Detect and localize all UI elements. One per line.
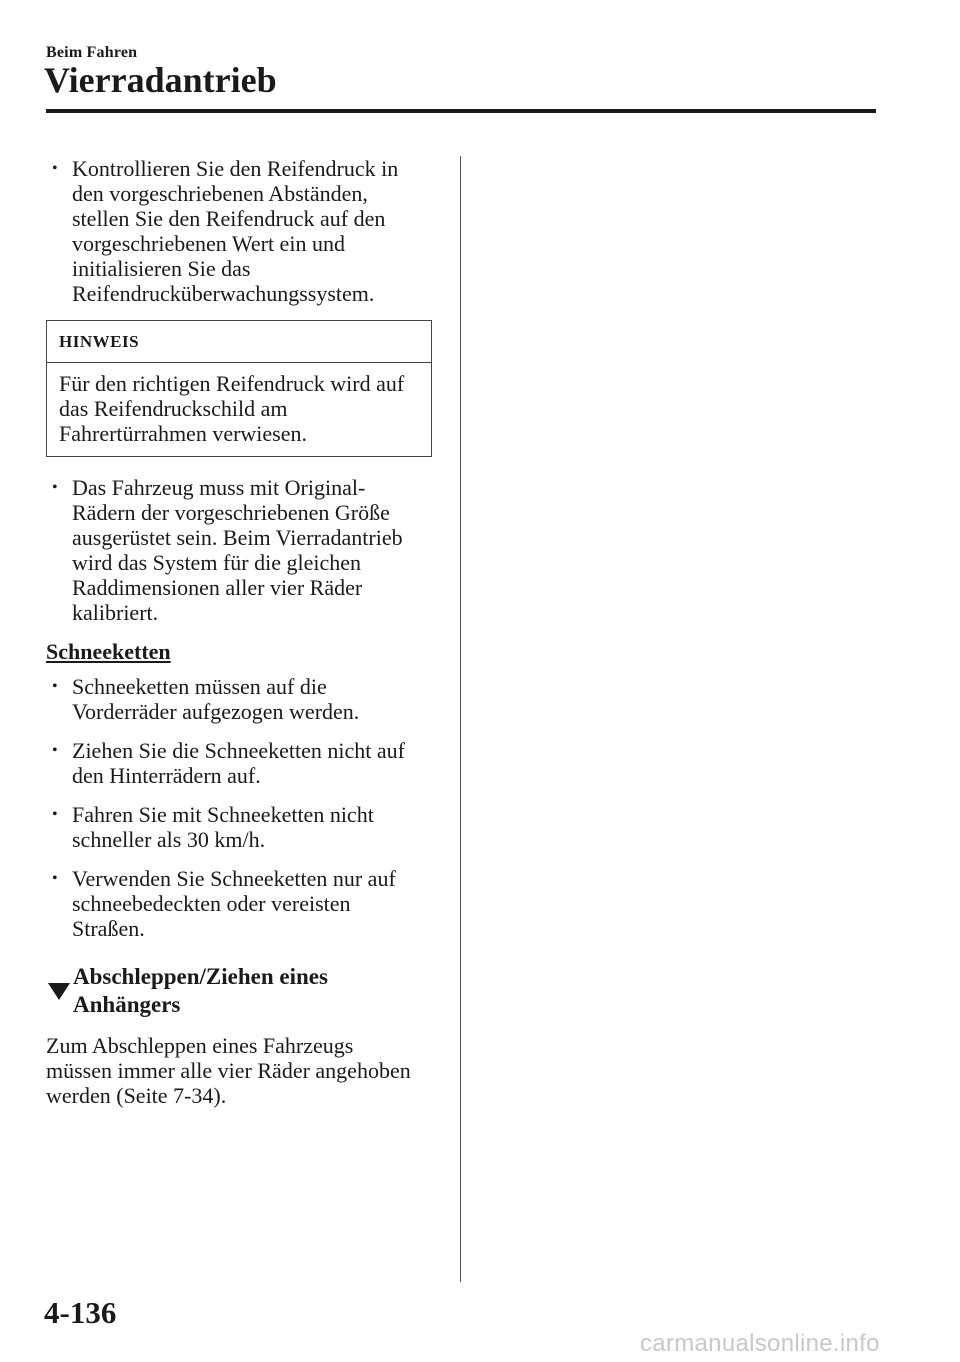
triangle-down-icon (48, 983, 70, 1000)
bullet-item (46, 475, 436, 625)
bullet-icon: • (52, 678, 58, 695)
bullet-icon: • (52, 870, 58, 887)
section-label: Beim Fahren (46, 44, 138, 61)
bullet-item (46, 866, 436, 941)
bullet-text: Kontrollieren Sie den Reifendruck in den vorgeschriebenen Abständen, stellen Sie den Reifendruck auf den vorgeschriebenen Wert ein und initialisieren Sie das Reifendrucküberwachungssystem. (72, 156, 399, 306)
page-number: 4-136 (44, 1295, 117, 1330)
bullet-text: Das Fahrzeug muss mit Original- Rädern der vorgeschriebenen Größe ausgerüstet sein. Beim Vierradantrieb wird das System für die gleichen Raddimensionen aller vier Räder kalibriert. (72, 475, 403, 625)
bullet-icon: • (52, 479, 58, 496)
towing-heading: Abschleppen/Ziehen eines Anhängers (73, 964, 328, 1017)
column-divider (460, 156, 461, 1282)
bullet-item (46, 674, 436, 724)
bullet-icon: • (52, 806, 58, 823)
bullet-item (46, 738, 436, 788)
note-box (46, 320, 432, 457)
watermark: carmanualsonline.info (640, 1330, 880, 1357)
bullet-text: Fahren Sie mit Schneeketten nicht schneller als 30 km/h. (72, 802, 374, 852)
note-heading: HINWEIS (47, 321, 431, 363)
towing-heading-row (46, 963, 436, 1019)
chapter-title: Vierradantrieb (44, 60, 277, 100)
bullet-item (46, 802, 436, 852)
snow-chains-heading: Schneeketten (46, 639, 171, 664)
bullet-item (46, 156, 436, 306)
bullet-text: Schneeketten müssen auf die Vorderräder aufgezogen werden. (72, 674, 360, 724)
header-rule (46, 109, 876, 113)
towing-paragraph: Zum Abschleppen eines Fahrzeugs müssen immer alle vier Räder angehoben werden (Seite 7-34). (46, 1033, 411, 1108)
bullet-icon: • (52, 742, 58, 759)
note-body: Für den richtigen Reifendruck wird auf das Reifendruckschild am Fahrertürrahmen verwiesen. (59, 371, 405, 446)
bullet-icon: • (52, 160, 58, 177)
bullet-text: Verwenden Sie Schneeketten nur auf schneebedeckten oder vereisten Straßen. (72, 866, 396, 941)
bullet-text: Ziehen Sie die Schneeketten nicht auf den Hinterrädern auf. (72, 738, 405, 788)
left-column (46, 156, 436, 1108)
